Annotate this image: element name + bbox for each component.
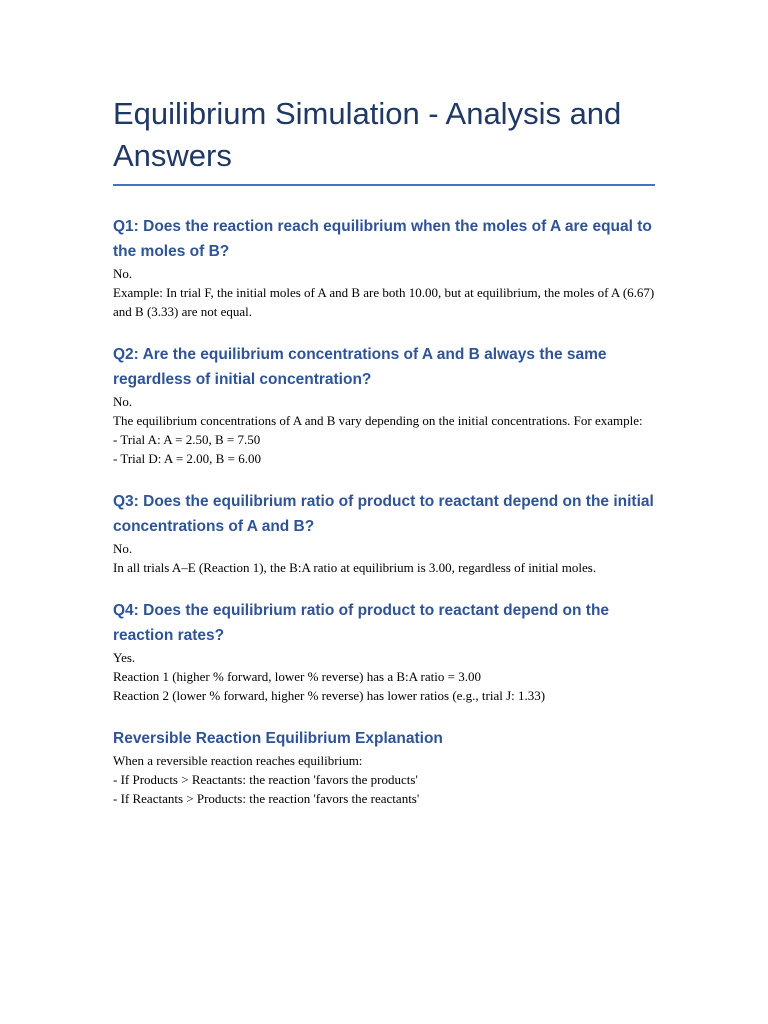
section-q1 — [113, 214, 655, 321]
answer-line: - If Reactants > Products: the reaction 'favors the reactants' — [113, 791, 420, 806]
section-q2 — [113, 342, 655, 468]
answer-line: Yes. — [113, 650, 136, 665]
answer-line: - If Products > Reactants: the reaction 'favors the products' — [113, 772, 418, 787]
answer-line: Reaction 2 (lower % forward, higher % reverse) has lower ratios (e.g., trial J: 1.33) — [113, 688, 546, 703]
answer-line: In all trials A–E (Reaction 1), the B:A ratio at equilibrium is 3.00, regardless of initial moles. — [113, 560, 597, 575]
answer-line: No. — [113, 541, 133, 556]
answer-line: When a reversible reaction reaches equilibrium: — [113, 753, 363, 768]
question-heading: Q3: Does the equilibrium ratio of product to reactant depend on the initial concentrations of A and B? — [113, 493, 654, 535]
question-heading: Q2: Are the equilibrium concentrations of A and B always the same regardless of initial concentration? — [113, 346, 607, 388]
section-heading: Reversible Reaction Equilibrium Explanation — [113, 730, 443, 747]
section-q4 — [113, 598, 655, 705]
answer-line: No. — [113, 394, 133, 409]
section-explanation — [113, 726, 655, 808]
question-heading: Q4: Does the equilibrium ratio of product to reactant depend on the reaction rates? — [113, 602, 610, 644]
document-page — [113, 93, 655, 808]
answer-line: - Trial A: A = 2.50, B = 7.50 — [113, 432, 261, 447]
page-title: Equilibrium Simulation - Analysis and Answers — [113, 96, 622, 173]
question-heading: Q1: Does the reaction reach equilibrium when the moles of A are equal to the moles of B? — [113, 218, 652, 260]
title-divider — [113, 184, 655, 186]
answer-line: Example: In trial F, the initial moles of A and B are both 10.00, but at equilibrium, the moles of A (6.67) and B (3.33) are not equal. — [113, 285, 655, 319]
answer-line: - Trial D: A = 2.00, B = 6.00 — [113, 451, 261, 466]
answer-line: No. — [113, 266, 133, 281]
answer-line: The equilibrium concentrations of A and B vary depending on the initial concentrations. For example: — [113, 413, 643, 428]
section-q3 — [113, 489, 655, 577]
answer-line: Reaction 1 (higher % forward, lower % reverse) has a B:A ratio = 3.00 — [113, 669, 481, 684]
